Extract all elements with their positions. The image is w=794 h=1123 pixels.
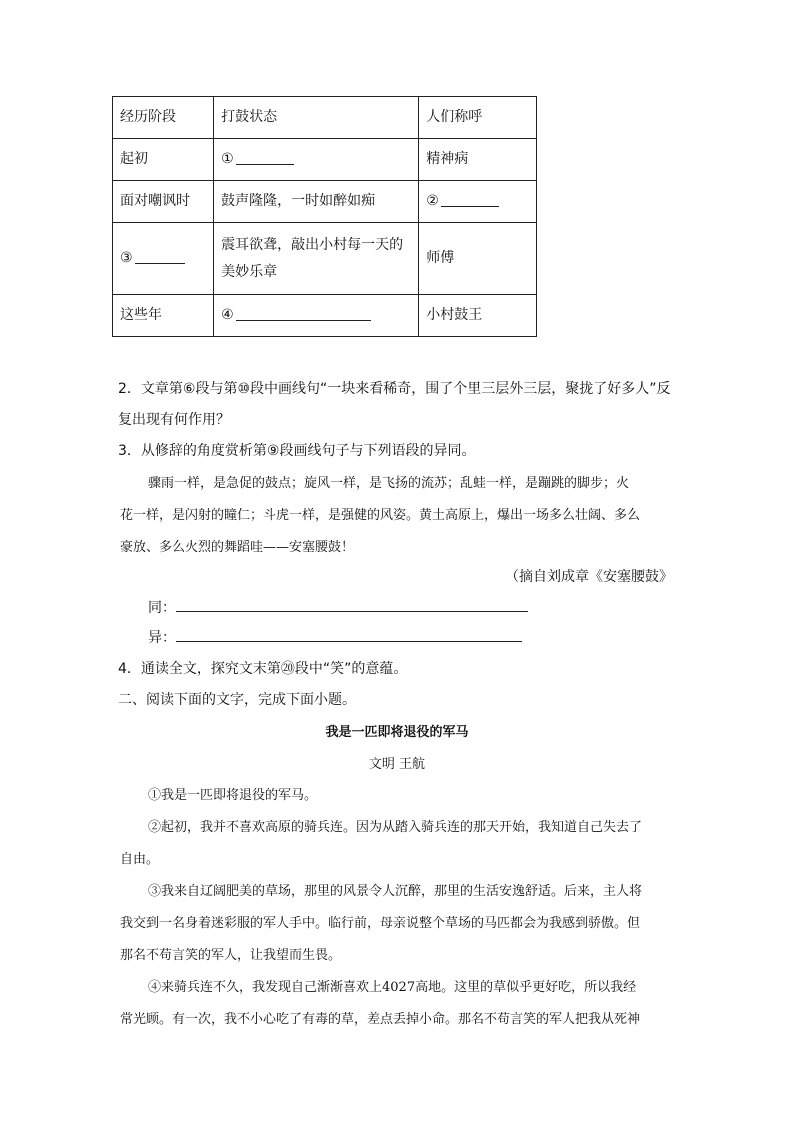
diff-label: 异： — [148, 630, 176, 646]
table-cell: 鼓声隆隆，一时如醉如痴 — [214, 181, 419, 223]
table-header-row — [113, 97, 537, 139]
table-cell: 师傅 — [419, 223, 537, 295]
article-paragraph: 常光顾。有一次，我不小心吃了有毒的草，差点丢掉小命。那名不苟言笑的军人把我从死神 — [120, 1012, 641, 1027]
same-answer-line[interactable] — [176, 611, 528, 612]
blank-number: ② — [426, 193, 439, 209]
table-cell: 面对嘲讽时 — [113, 181, 214, 223]
blank-cell[interactable] — [214, 295, 419, 337]
section-2-heading: 二、阅读下面的文字，完成下面小题。 — [118, 692, 356, 708]
answer-blank[interactable] — [135, 248, 185, 264]
quote-line: 骤雨一样，是急促的鼓点；旋风一样，是飞扬的流苏；乱蛙一样，是蹦跳的脚步；火 — [148, 476, 630, 491]
table-cell: 小村鼓王 — [419, 295, 537, 337]
table-cell: 这些年 — [113, 295, 214, 337]
experience-table — [112, 96, 537, 337]
table-header-cell: 经历阶段 — [113, 97, 214, 139]
article-author: 文明 王航 — [368, 757, 426, 772]
article-title: 我是一匹即将退役的军马 — [325, 725, 469, 740]
article-paragraph: ④来骑兵连不久，我发现自己渐渐喜欢上4027高地。这里的草似乎更好吃，所以我经 — [148, 980, 637, 995]
quote-line: 花一样，是闪射的瞳仁；斗虎一样，是强健的风姿。黄土高原上，爆出一场多么壮阔、多么 — [120, 508, 641, 523]
article-paragraph: ①我是一匹即将退役的军马。 — [148, 788, 318, 803]
blank-number: ③ — [120, 250, 133, 266]
article-paragraph: 我交到一名身着迷彩服的军人手中。临行前，母亲说整个草场的马匹都会为我感到骄傲。但 — [120, 916, 641, 931]
table-header-cell: 打鼓状态 — [214, 97, 419, 139]
article-paragraph: ②起初，我并不喜欢高原的骑兵连。因为从踏入骑兵连的那天开始，我知道自己失去了 — [148, 820, 643, 835]
diff-answer-line[interactable] — [176, 641, 522, 642]
quote-source: （摘自刘成章《安塞腰鼓》 — [505, 569, 673, 585]
table-cell: 精神病 — [419, 139, 537, 181]
question-4: 4．通读全文，探究文末第⑳段中“笑”的意蕴。 — [118, 661, 408, 677]
question-2-line1: 2．文章第⑥段与第⑩段中画线句“一块来看稀奇，围了个里三层外三层，聚拢了好多人”反 — [118, 381, 671, 397]
answer-blank[interactable] — [441, 191, 499, 207]
table-row — [113, 295, 537, 337]
table-row — [113, 181, 537, 223]
blank-number: ① — [221, 151, 234, 167]
table-header-cell: 人们称呼 — [419, 97, 537, 139]
question-2-line2: 复出现有何作用？ — [118, 412, 230, 428]
table-row — [113, 223, 537, 295]
blank-cell[interactable] — [113, 223, 214, 295]
table-cell: 震耳欲聋，敲出小村每一天的美妙乐章 — [214, 223, 419, 295]
table-cell: 起初 — [113, 139, 214, 181]
blank-cell[interactable] — [214, 139, 419, 181]
question-3: 3．从修辞的角度赏析第⑨段画线句子与下列语段的异同。 — [118, 443, 476, 459]
answer-blank[interactable] — [236, 305, 371, 321]
same-label: 同： — [148, 600, 176, 616]
article-paragraph: ③我来自辽阔肥美的草场，那里的风景令人沉醉，那里的生活安逸舒适。后来，主人将 — [148, 884, 643, 899]
quote-line: 豪放、多么火烈的舞蹈哇——安塞腰鼓！ — [120, 540, 355, 555]
answer-blank[interactable] — [236, 149, 294, 165]
table-row — [113, 139, 537, 181]
article-paragraph: 那名不苟言笑的军人，让我望而生畏。 — [120, 948, 342, 963]
blank-number: ④ — [221, 307, 234, 323]
blank-cell[interactable] — [419, 181, 537, 223]
article-paragraph: 自由。 — [120, 852, 160, 867]
